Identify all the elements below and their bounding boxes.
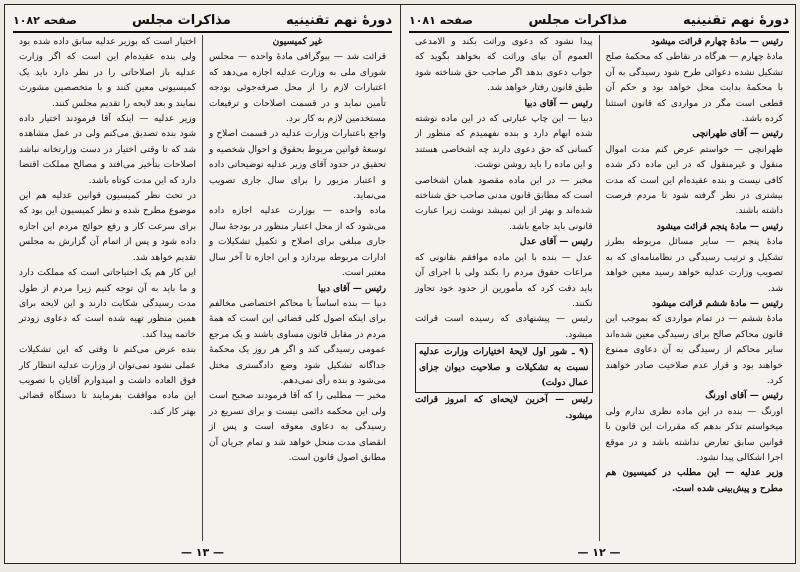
header-page-number: صفحه ۱۰۸۲ (13, 13, 77, 27)
paragraph: رئیس — پیشنهادی که رسیده است قرائت میشود. (415, 314, 593, 340)
paragraph: بنده عرض می‌کنم تا وقتی که این تشکیلات عملی نشود نمی‌توان از وزارت عدلیه انتظار کار فوق العاده داشت و امیدوارم آقایان با تصویب این ماده موافقت بفرمایند تا دستگاه قضائی بهتر کار کند. (19, 345, 196, 417)
speaker-line: رئیس — آقای عدل (519, 237, 593, 248)
header-title: مذاکرات مجلس (528, 12, 628, 28)
speaker-line: رئیس — آقای دبیا (524, 98, 593, 109)
paragraph: ماده واحده — بوزارت عدلیه اجازه داده می‌شود که از محل اعتبار منظور در بودجهٔ سال جاری مبلغی برای اصلاح و تکمیل تشکیلات و ادارات مربوطه بپردازد و این اجازه تا آخر سال معتبر است. (209, 206, 386, 279)
paragraph: مادهٔ پنجم — سایر مسائل مربوطه بطرز تشکیل و ترتیب رسیدگی در نظامنامه‌ای که به تصویب وزارت عدلیه خواهد رسید معین خواهد شد. (605, 237, 783, 294)
paragraph: وزیر عدلیه — اینکه آقا فرمودند اختیار داده شود بنده تصدیق می‌کنم ولی در عمل مشاهده شد که تا وقتی اختیار در دست وزارتخانه نباشد اصلاحات بتأخیر می‌افتد و مصالح مملکت اقتضا دارد که این مدت کوتاه باشد. (19, 114, 196, 186)
column-left (409, 35, 600, 541)
gazette-spread (4, 4, 796, 564)
text-columns (13, 35, 392, 541)
speaker-line: رئیس — آقای طهرانچی (692, 129, 783, 140)
paragraph: در تحت نظر کمیسیون قوانین عدلیه هم این موضوع مطرح شده و نظر کمیسیون این بود که برای سرعت کار و رفع حوائج مردم این اجازه داده شود و پس از اتمام آن گزارش به مجلس تقدیم خواهد شد. (19, 191, 196, 263)
speaker-line: رئیس — مادهٔ ششم قرائت میشود (652, 298, 783, 309)
left-page (5, 5, 401, 563)
header-series: دورهٔ نهم تقنینیه (683, 12, 789, 28)
section-subhead: غیر کمیسیون (272, 37, 323, 47)
right-page (401, 5, 797, 563)
header-page-number: صفحه ۱۰۸۱ (409, 13, 473, 27)
column-left (13, 35, 203, 541)
page-footer-number: — ۱۳ — (180, 546, 225, 559)
running-header (13, 9, 392, 33)
header-series: دورهٔ نهم تقنینیه (286, 12, 392, 28)
paragraph: اختیار است که بوزیر عدلیه سابق داده شده بود ولی بنده عقیده‌ام این است که اگر وزارت عدلیه باز اصلاحاتی را در نظر دارد باید یک کمیسیونی معین کنند و با متخصصین مشورت نمایند و بعد لایحه را تقدیم مجلس کنند. (19, 37, 196, 109)
page-footer-number: — ۱۲ — (577, 546, 621, 559)
paragraph: قرائت شد — بیوگرافی مادهٔ واحده — مجلس شورای ملی به وزارت عدلیه اجازه می‌دهد که اعتبارات لازم را از محل صرفه‌جوئی بودجه تأمین نماید و در قسمت اصلاحات و ترفیعات مستخدمین لازم به کار برد. (209, 52, 386, 125)
column-right (203, 35, 392, 541)
paragraph: پیدا نشود که دعوی وراثت بکند و الامدعی العموم آن بپای وراثت که بخواهد بگوید که جواب دعوی بدهد اگر صاحب حق شناخته شود طبق قانون رفتار خواهد شد. (415, 37, 593, 94)
paragraph: طهرانچی — خواستم عرض کنم مدت اموال منقول و غیرمنقول که در این ماده ذکر شده کافی نیست و بنده عقیده‌ام این است که مدت بیشتری در نظر گرفته شود تا مردم فرصت داشته باشند. (605, 144, 783, 217)
paragraph: واجع باعتبارات وزارت عدلیه در قسمت اصلاح و توسعهٔ قوانین مربوط بحقوق و احوال شخصیه و تحقیق در حدود آقای وزیر عدلیه توضیحاتی داده و اعتبار مزبور را برای سال جاری تصویب می‌نماید. (209, 129, 386, 202)
paragraph: مخبر — مطلبی را که آقا فرمودند صحیح است ولی این محکمه دائمی نیست و برای تسریع در رسیدگی به دعاوی معوقه است و پس از انقضای مدت منحل خواهد شد و تمام جریان آن مطابق اصول قانون است. (209, 391, 386, 463)
text-columns (409, 35, 789, 541)
speaker-line: وزیر عدلیه — این مطلب در کمیسیون هم مطرح و پیش‌بینی شده است. (605, 468, 783, 494)
speaker-line: رئیس — آقای دبیا (317, 283, 386, 294)
paragraph: مادهٔ چهارم — هرگاه در نقاطی که محکمهٔ صلح تشکیل نشده دعوائی طرح شود رسیدگی به آن با محکمهٔ بدایت محل خواهد بود و حکم آن قطعی است مگر در مواردی که قانون استثنا کرده باشد. (605, 52, 783, 125)
speaker-line: رئیس — آخرین لایحه‌ای که امروز قرائت میشود. (415, 395, 593, 421)
paragraph: دبیا — بنده اساساً با محاکم اختصاصی مخالفم برای اینکه اصول کلی قضائی این است که همهٔ مردم در مقابل قانون مساوی باشند و یک مرجع عمومی رسیدگی کند و اگر هر روز یک محکمهٔ جداگانه تشکیل شود وضع دادگستری مختل می‌شود و بنده رأی نمی‌دهم. (209, 298, 386, 386)
agenda-item-heading: (۹ ـ شور اول لایحهٔ اختیارات وزارت عدلیه نسبت به تشکیلات و صلاحیت دیوان جزای عمال دولت) (415, 343, 593, 393)
running-header (409, 9, 789, 33)
speaker-line: رئیس — آقای اورنگ (705, 391, 783, 402)
paragraph: دبیا — این چاپ عبارتی که در این ماده نوشته شده ابهام دارد و بنده نفهمیدم که منظور از کسانی که حق دعوی دارند چه اشخاصی هستند و این ماده را باید روشن نوشت. (415, 114, 593, 171)
speaker-line: رئیس — مادهٔ پنجم قرائت میشود (656, 221, 783, 232)
paragraph: اورنگ — بنده در این ماده نظری ندارم ولی میخواستم تذکر بدهم که مقررات این قانون با قوانین سابق تعارض نداشته باشد و در موقع اجرا اشکالی پیدا نشود. (605, 406, 783, 463)
paragraph: این کار هم یک احتیاجاتی است که مملکت دارد و ما باید به آن توجه کنیم زیرا مردم از طول مدت رسیدگی شکایت دارند و این لایحه برای همین منظور تهیه شده است که دعاوی زودتر خاتمه پیدا کند. (19, 268, 196, 340)
column-right (600, 35, 790, 541)
header-title: مذاکرات مجلس (132, 12, 231, 28)
paragraph: مخبر — در این ماده مقصود همان اشخاصی است که مطابق قانون مدنی صاحب حق شناخته شده‌اند و بهتر از این نمیشد نوشت زیرا عبارت قانونی باید جامع باشد. (415, 175, 593, 232)
paragraph: عدل — بنده با این ماده موافقم بقانونی که مراعات حقوق مردم را بکند ولی با اجرای آن باید دقت کرد که مأمورین از حدود خود تجاوز نکنند. (415, 252, 593, 309)
speaker-line: رئیس — مادهٔ چهارم قرائت میشود (651, 37, 783, 47)
paragraph: مادهٔ ششم — در تمام مواردی که بموجب این قانون محاکم صالح برای رسیدگی معین شده‌اند سایر محاکم از رسیدگی به آن دعاوی ممنوع خواهند بود و قرار عدم صلاحیت صادر خواهند کرد. (605, 314, 783, 386)
